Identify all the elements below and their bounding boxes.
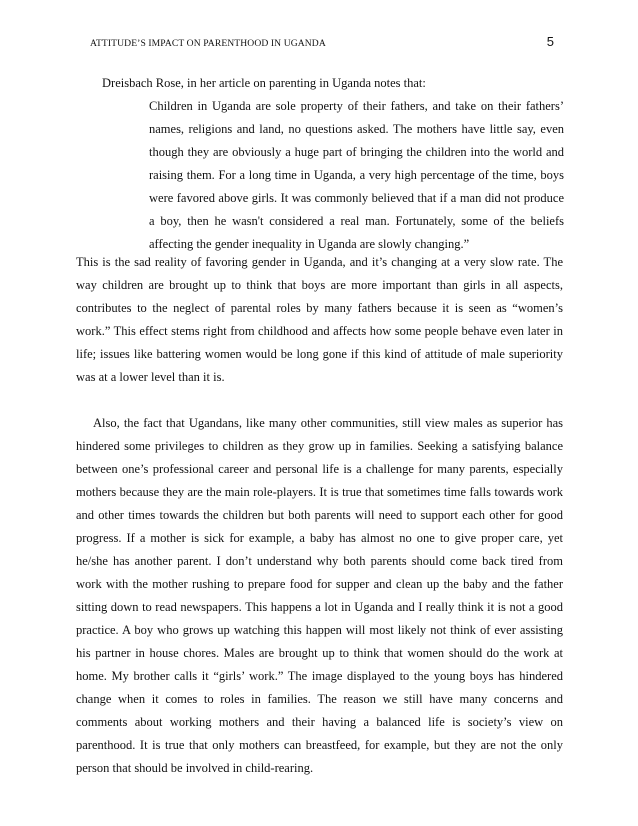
quote-line: raising them. For a long time in Uganda, a very high percentage of the time, boys: [149, 168, 564, 182]
paragraph2-line: between one’s professional career and personal life is a challenge for many parents, especially: [76, 462, 563, 476]
paragraph2-line: comments about working mothers and their having a balanced life is society’s view on: [76, 715, 563, 729]
quote-line: Children in Uganda are sole property of their fathers, and take on their fathers’: [149, 99, 564, 113]
paragraph2-line: he/she has another parent. I don’t understand why both parents should come back tired from: [76, 554, 563, 568]
paragraph2-line: parenthood. It is true that only mothers can breastfeed, for example, but they are not the only: [76, 738, 563, 752]
paragraph2-line: sitting down to read newspapers. This happens a lot in Uganda and I really think it is not a good: [76, 600, 563, 614]
quote-line: though they are obviously a huge part of bringing the children into the world and: [149, 145, 564, 159]
quote-line: affecting the gender inequality in Uganda are slowly changing.”: [149, 237, 470, 251]
paragraph1-line: This is the sad reality of favoring gender in Uganda, and it’s changing at a very slow rate. The: [76, 255, 563, 269]
paragraph2-line: practice. A boy who grows up watching this happen will most likely not think of ever assisting: [76, 623, 563, 637]
running-title: ATTITUDE’S IMPACT ON PARENTHOOD IN UGANDA: [90, 38, 326, 49]
paragraph2-line: his partner in house chores. Males are brought up to think that women should do the work at: [76, 646, 563, 660]
paragraph2-line: mothers because they are the main role-players. It is true that sometimes time falls towards work: [76, 485, 563, 499]
quote-line: were favored above girls. It was commonly believed that if a man did not produce: [149, 191, 564, 205]
paragraph1-line: way children are brought up to think that boys are more important than girls in all aspects,: [76, 278, 563, 292]
paragraph2-line: change when it comes to roles in families. The reason we still have many concerns and: [76, 692, 563, 706]
intro-line: Dreisbach Rose, in her article on parenting in Uganda notes that:: [102, 76, 426, 90]
paragraph1-line: was at a lower level than it is.: [76, 370, 225, 384]
paragraph2-line: hindered some privileges to children as they grow up in families. Seeking a satisfying balance: [76, 439, 563, 453]
page-header: [90, 36, 554, 52]
page-number: 5: [546, 34, 554, 49]
paragraph1-line: contributes to the neglect of parental roles by many fathers because it is seen as “women’s: [76, 301, 563, 315]
paragraph2-line: Also, the fact that Ugandans, like many other communities, still view males as superior has: [93, 416, 563, 430]
paragraph1-line: work.” This effect stems right from childhood and affects how some people behave even later in: [76, 324, 563, 338]
quote-line: names, religions and land, no questions asked. The mothers have little say, even: [149, 122, 564, 136]
paragraph2-line: work with the mother rushing to prepare food for supper and clean up the baby and the father: [76, 577, 563, 591]
paragraph1-line: life; issues like battering women would be long gone if this kind of attitude of male superiority: [76, 347, 563, 361]
quote-line: a boy, then he wasn't considered a real man. Fortunately, some of the beliefs: [149, 214, 564, 228]
paragraph2-line: person that should be involved in child-rearing.: [76, 761, 314, 775]
paragraph2-line: home. My brother calls it “girls’ work.” The image displayed to the young boys has hindered: [76, 669, 563, 683]
paragraph2-line: and other times towards the children but both parents will need to support each other for good: [76, 508, 563, 522]
paragraph2-line: progress. If a mother is sick for example, a baby has almost no one to give proper care, yet: [76, 531, 563, 545]
